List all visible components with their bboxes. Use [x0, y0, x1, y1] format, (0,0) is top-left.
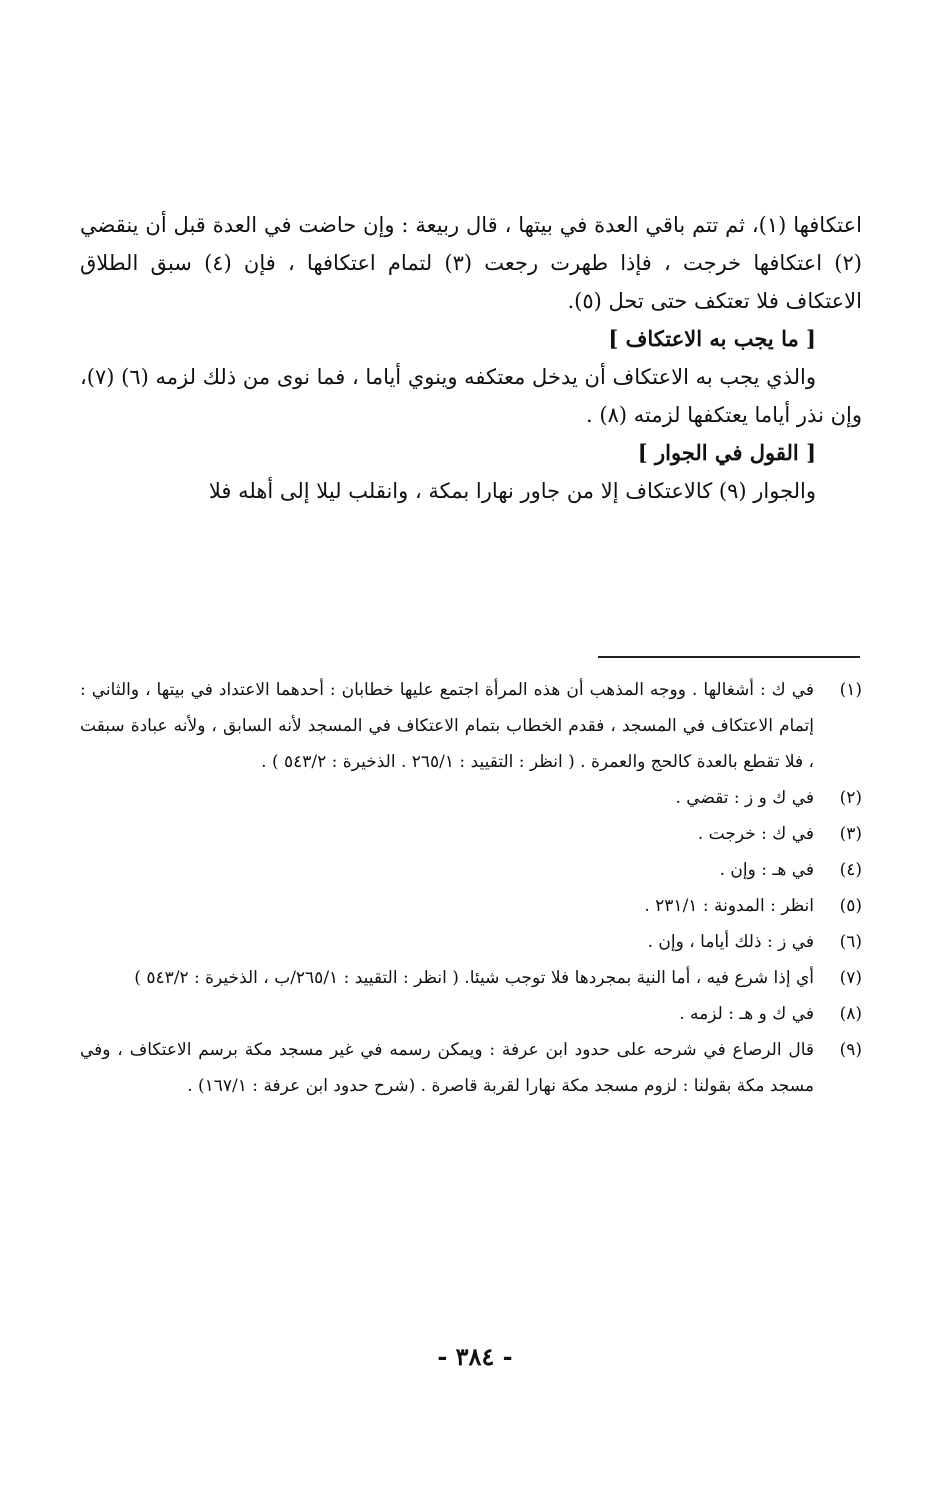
footnote-number: (٣) [839, 824, 862, 844]
footnote-number: (٦) [839, 932, 862, 952]
section-heading: [ ما يجب به الاعتكاف ] [608, 326, 816, 351]
footnote-text: أي إذا شرع فيه ، أما النية بمجردها فلا توجب شيئا. ( انظر : التقييد : ٢٦٥/١/ب ، الذخيرة : ٥٤٣/٢ ) [134, 968, 814, 988]
footnote [80, 816, 862, 852]
footnote [80, 672, 862, 780]
footnote-number: (٥) [839, 896, 862, 916]
footnote-text: في ك و هـ : لزمه . [679, 1004, 814, 1024]
footnote-text: في ك : خرجت . [697, 824, 814, 844]
footnote-number: (٨) [839, 1004, 862, 1024]
footnote [80, 888, 862, 924]
footnote-text: في ك : أشغالها . ووجه المذهب أن هذه المرأة اجتمع عليها خطابان : أحدهما الاعتداد في بيتها ، والثاني : إتمام الاعتكاف في المسجد ، فقدم الخطاب بتمام الاعتكاف في المسجد لأنه السابق ، ولأنه عبادة سبقت ، فلا تقطع بالعدة كالحج والعمرة . ( انظر : التقييد : ٢٦٥/١ . الذخيرة : ٥٤٣/٢ ) . [80, 680, 814, 772]
page-number: - ٣٨٤ - [437, 1342, 513, 1371]
footnote-number: (١) [839, 680, 862, 700]
footnote [80, 852, 862, 888]
footnote [80, 1032, 862, 1104]
footnote-text: قال الرصاع في شرحه على حدود ابن عرفة : ويمكن رسمه في غير مسجد مكة برسم الاعتكاف ، وفي مسجد مكة بقولنا : لزوم مسجد مكة نهارا لقربة قاصرة . (شرح حدود ابن عرفة : ١٦٧/١) . [80, 1040, 814, 1096]
footnote [80, 924, 862, 960]
paragraph: والجوار (٩) كالاعتكاف إلا من جاور نهارا بمكة ، وانقلب ليلا إلى أهله فلا [208, 479, 816, 503]
main-text [80, 206, 862, 510]
footnote-number: (٤) [839, 860, 862, 880]
paragraph: والذي يجب به الاعتكاف أن يدخل معتكفه وينوي أياما ، فما نوى من ذلك لزمه (٦) (٧)، وإن نذر أياما يعتكفها لزمته (٨) . [80, 365, 862, 427]
footnote-text: في ك و ز : تقضي . [675, 788, 814, 808]
footnote-number: (٩) [839, 1040, 862, 1060]
footnote [80, 780, 862, 816]
paragraph: اعتكافها (١)، ثم تتم باقي العدة في بيتها ، قال ربيعة : وإن حاضت في العدة قبل أن ينقضي (٢) اعتكافها خرجت ، فإذا طهرت رجعت (٣) لتمام اعتكافها ، فإن (٤) سبق الطلاق الاعتكاف فلا تعتكف حتى تحل (٥). [80, 213, 863, 313]
footnote-number: (٢) [839, 788, 862, 808]
footnote-text: في هـ : وإن . [719, 860, 814, 880]
footnote-text: انظر : المدونة : ٢٣١/١ . [644, 896, 814, 916]
footnote-text: في ز : ذلك أياما ، وإن . [647, 932, 814, 952]
footnote [80, 960, 862, 996]
footnotes [80, 672, 862, 1104]
section-heading: [ القول في الجوار ] [637, 440, 816, 465]
footnote-separator [598, 656, 860, 658]
footnote [80, 996, 862, 1032]
footnote-number: (٧) [839, 968, 862, 988]
